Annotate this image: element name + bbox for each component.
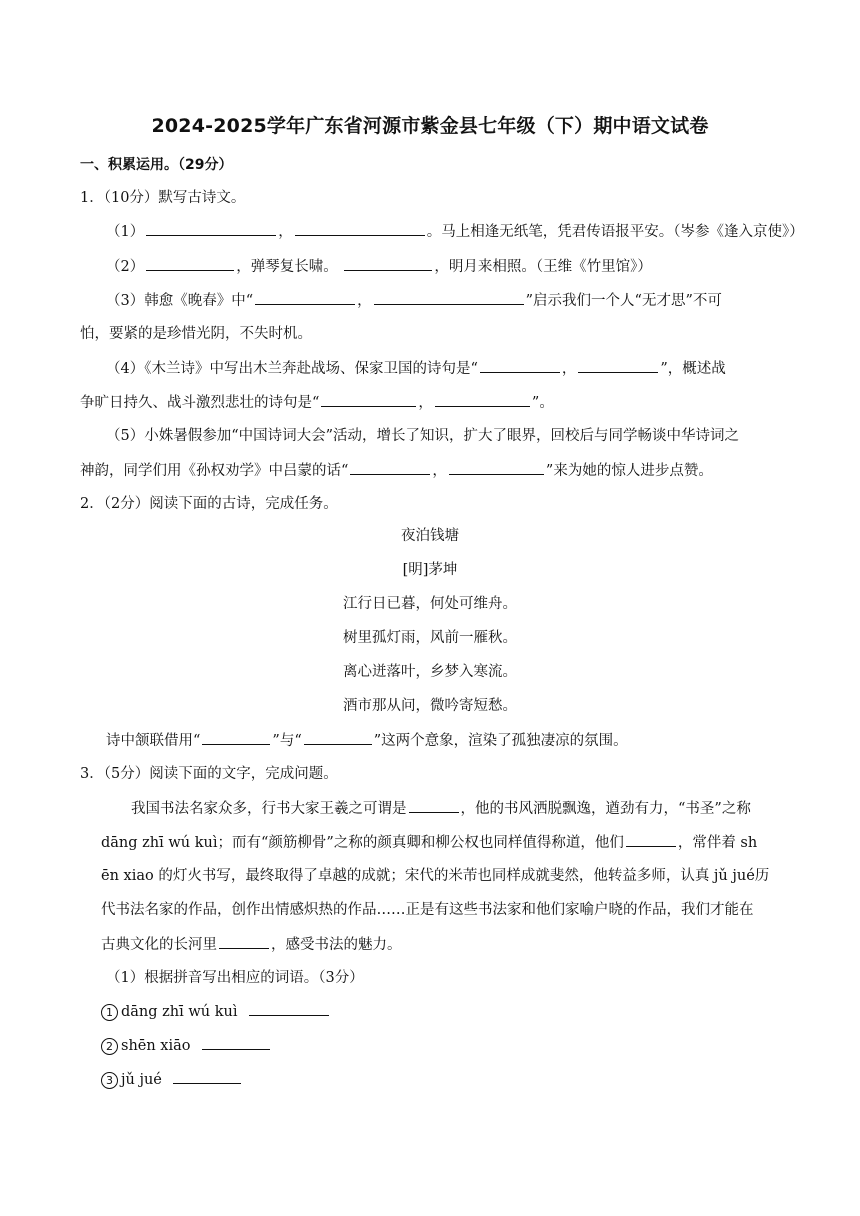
answer-blank[interactable] — [202, 730, 270, 745]
q1-item-4-cont: 争旷日持久、战斗激烈悲壮的诗句是“ ， ”。 — [80, 392, 860, 413]
q1-item-5-cont: 神韵，同学们用《孙权劝学》中吕蒙的话“ ， ”来为她的惊人进步点赞。 — [80, 460, 860, 481]
answer-blank[interactable] — [202, 1035, 270, 1050]
question-1-stem: 1．（10分）默写古诗文。 — [80, 190, 246, 206]
q1-item-5: （5）小姝暑假参加“中国诗词大会”活动，增长了知识，扩大了眼界，回校后与同学畅谈中华诗词之 — [106, 428, 740, 444]
q1-item-2: （2） ，弹琴复长啸。 ，明月来相照。（王维《竹里馆》） — [106, 256, 860, 277]
answer-blank[interactable] — [374, 290, 524, 305]
passage-line: 我国书法名家众多，行书大家王羲之可谓是 ，他的书风洒脱飘逸，遒劲有力，“书圣”之称 — [131, 798, 860, 819]
passage-line: 古典文化的长河里 ，感受书法的魅力。 — [101, 934, 860, 955]
answer-blank[interactable] — [344, 256, 432, 271]
answer-blank[interactable] — [146, 221, 276, 236]
passage-line: ēn xiao 的灯火书写，最终取得了卓越的成就；宋代的米芾也同样成就斐然，他转益多师，认真 jǔ jué历 — [101, 868, 770, 884]
answer-blank[interactable] — [449, 460, 544, 475]
poem-line: 离心迸落叶，乡梦入寒流。 — [343, 664, 517, 680]
q1-item-1: （1） ， 。马上相逢无纸笔，凭君传语报平安。（岑参《逢入京使》） — [106, 221, 860, 242]
q2-task: 诗中颔联借用“ ”与“ ”这两个意象，渲染了孤独凄凉的氛围。 — [106, 730, 860, 751]
answer-blank[interactable] — [480, 358, 560, 373]
poem-author: [明]茅坤 — [402, 562, 458, 578]
answer-blank[interactable] — [255, 290, 355, 305]
poem-line: 江行日已暮，何处可维舟。 — [343, 596, 517, 612]
answer-blank[interactable] — [295, 221, 425, 236]
answer-blank[interactable] — [626, 832, 676, 847]
q3-sub-question-1: （1）根据拼音写出相应的词语。（3分） — [106, 970, 364, 986]
section-heading: 一、积累运用。（29分） — [80, 157, 233, 173]
answer-blank[interactable] — [409, 798, 459, 813]
q1-item-4: （4）《木兰诗》中写出木兰奔赴战场、保家卫国的诗句是“ ， ”，概述战 — [106, 358, 860, 379]
answer-blank[interactable] — [435, 392, 530, 407]
poem-line: 酒市那从问，微吟寄短愁。 — [343, 698, 517, 714]
question-2-stem: 2．（2分）阅读下面的古诗，完成任务。 — [80, 496, 338, 512]
poem-title: 夜泊钱塘 — [401, 528, 459, 544]
answer-blank[interactable] — [146, 256, 234, 271]
answer-blank[interactable] — [321, 392, 416, 407]
passage-line: 代书法名家的作品，创作出情感炽热的作品……正是有这些书法家和他们家喻户晓的作品，我们才能在 — [101, 902, 754, 918]
circled-number: 2 — [101, 1038, 118, 1055]
q1-item-3: （3）韩愈《晚春》中“ ， ”启示我们一个人“无才思”不可 — [106, 290, 860, 311]
answer-blank[interactable] — [304, 730, 372, 745]
answer-blank[interactable] — [219, 934, 269, 949]
q1-item-3-cont: 怕，要紧的是珍惜光阴，不失时机。 — [80, 326, 312, 342]
answer-blank[interactable] — [173, 1069, 241, 1084]
poem-line: 树里孤灯雨，风前一雁秋。 — [343, 630, 517, 646]
pinyin-item: 2 shēn xiāo — [101, 1035, 860, 1056]
answer-blank[interactable] — [578, 358, 658, 373]
question-3-stem: 3．（5分）阅读下面的文字，完成问题。 — [80, 766, 338, 782]
answer-blank[interactable] — [350, 460, 430, 475]
pinyin-item: 1 dāng zhī wú kuì — [101, 1001, 860, 1022]
circled-number: 1 — [101, 1004, 118, 1021]
passage-line: dāng zhī wú kuì；而有“颜筋柳骨”之称的颜真卿和柳公权也同样值得称道，他们 ，常伴着 sh — [101, 832, 860, 853]
circled-number: 3 — [101, 1072, 118, 1089]
answer-blank[interactable] — [249, 1001, 329, 1016]
page-title: 2024-2025学年广东省河源市紫金县七年级（下）期中语文试卷 — [151, 115, 709, 137]
pinyin-item: 3 jǔ jué — [101, 1069, 860, 1090]
